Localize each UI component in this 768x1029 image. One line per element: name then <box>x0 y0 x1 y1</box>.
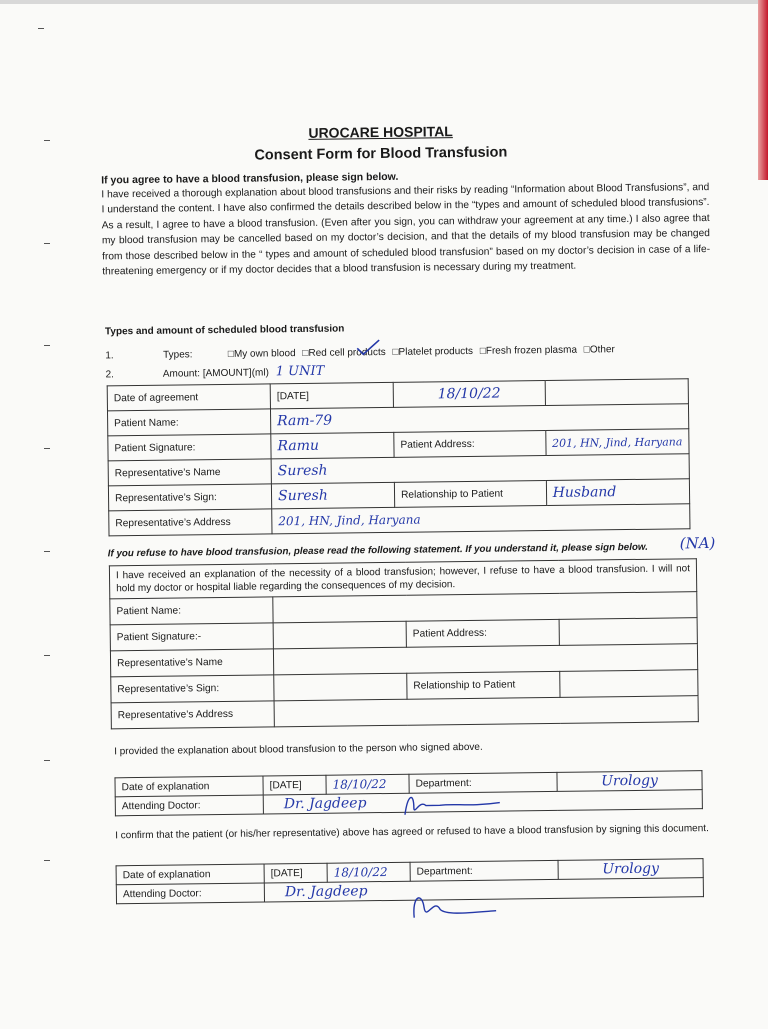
explain-dept-value[interactable]: Urology <box>557 771 702 792</box>
checkmark-icon <box>354 338 382 358</box>
item-number: 2. <box>105 369 114 381</box>
refusal-table <box>109 558 699 729</box>
confirm-date-label: Date of explanation <box>116 864 264 885</box>
amount-row <box>105 364 324 382</box>
explain-doctor-value[interactable]: Dr. Jagdeep <box>263 790 702 814</box>
types-options <box>228 344 619 360</box>
rep-address-value[interactable]: 201, HN, Jind, Haryana <box>272 504 690 534</box>
refuse-patient-signature-value[interactable] <box>273 621 406 649</box>
refuse-heading: If you refuse to have blood transfusion, please read the following statement. If you understand it, please sign below. <box>107 541 648 560</box>
explain-doctor-label: Attending Doctor: <box>115 795 263 816</box>
type-option-other[interactable]: □Other <box>583 344 615 356</box>
item-number: 1. <box>105 350 114 362</box>
agreement-table <box>107 378 691 536</box>
type-option-platelet[interactable]: □Platelet products <box>392 345 474 358</box>
explain-dept-label: Department: <box>409 772 557 793</box>
confirm-dept-label: Department: <box>410 860 558 881</box>
doctor-signature-icon <box>406 887 506 928</box>
patient-signature-label: Patient Signature: <box>108 434 271 461</box>
rep-name-label: Representative’s Name <box>108 459 271 486</box>
agree-paragraph: I have received a thorough explanation about blood transfusions and their risks by reading “Information about Blood Transfusions”, and I understand the content. I have also confirmed the details described below in the “types and amount of scheduled blood transfusions”. As a result, I agree to have a blood transfusion. (Even after you sign, you can withdraw your agreement at any time.) I also agree that my blood transfusion may be cancelled based on my doctor’s decision, and that the details of my blood transfusion may be changed from those described below in the “ types and amount of scheduled blood transfusion” based on my doctor’s decision in case of a life-threatening emergency or if my doctor decides that a blood transfusion is necessary during my treatment. <box>101 182 711 278</box>
rep-sign-label: Representative’s Sign: <box>108 484 271 511</box>
refuse-rep-name-label: Representative’s Name <box>110 649 273 677</box>
type-option-plasma[interactable]: □Fresh frozen plasma <box>479 344 578 357</box>
amount-label: Amount: [AMOUNT](ml) <box>162 367 269 380</box>
date-placeholder: [DATE] <box>270 382 393 409</box>
confirm-date-value[interactable]: 18/10/22 <box>327 862 410 882</box>
refuse-statement: I have received an explanation of the necessity of a blood transfusion; however, I refuse to have a blood transfusion. I will not hold my doctor or hospital liable regarding the consequences of my decision. <box>109 559 696 599</box>
patient-signature-value[interactable]: Ramu <box>271 432 394 459</box>
refuse-rep-address-value[interactable] <box>274 696 698 727</box>
refuse-patient-name-label: Patient Name: <box>110 597 273 625</box>
confirm-doctor-value[interactable]: Dr. Jagdeep <box>264 878 703 902</box>
type-option-red-cell[interactable]: □Red cell products <box>302 346 386 359</box>
amount-value[interactable]: 1 UNIT <box>275 363 325 380</box>
patient-address-label: Patient Address: <box>394 431 546 458</box>
date-agreement-value[interactable]: 18/10/22 <box>393 381 545 408</box>
patient-address-value[interactable]: 201, HN, Jind, Haryana <box>545 429 689 456</box>
refuse-rep-address-label: Representative’s Address <box>111 701 274 729</box>
date-agreement-label: Date of agreement <box>107 384 270 411</box>
refuse-relationship-value[interactable] <box>560 670 698 698</box>
agree-heading: If you agree to have a blood transfusion, please sign below. <box>101 170 399 187</box>
rep-name-value[interactable]: Suresh <box>271 454 689 484</box>
explain-date-label: Date of explanation <box>115 776 263 797</box>
refuse-relationship-label: Relationship to Patient <box>407 671 560 699</box>
rep-sign-value[interactable]: Suresh <box>271 482 394 509</box>
empty-cell <box>545 379 689 406</box>
confirmation-statement: I confirm that the patient (or his/her representative) above has agreed or refused to have a blood transfusion by signing this document. <box>115 823 709 842</box>
confirm-date-placeholder: [DATE] <box>264 863 327 883</box>
explanation-statement: I provided the explanation about blood transfusion to the person who signed above. <box>114 741 483 758</box>
patient-name-value[interactable]: Ram-79 <box>270 404 688 434</box>
refuse-rep-sign-label: Representative’s Sign: <box>111 675 274 703</box>
types-heading: Types and amount of scheduled blood transfusion <box>104 323 345 338</box>
explain-date-placeholder: [DATE] <box>263 775 326 795</box>
explain-date-value[interactable]: 18/10/22 <box>326 774 409 794</box>
form-title: Consent Form for Blood Transfusion <box>254 144 508 164</box>
confirm-doctor-label: Attending Doctor: <box>116 883 264 904</box>
patient-name-label: Patient Name: <box>107 409 270 436</box>
types-label: Types: <box>163 349 193 361</box>
hospital-name: UROCARE HOSPITAL <box>308 123 453 141</box>
relationship-value[interactable]: Husband <box>546 479 690 506</box>
refuse-rep-sign-value[interactable] <box>274 673 407 701</box>
type-option-own-blood[interactable]: □My own blood <box>227 348 296 360</box>
refuse-patient-address-label: Patient Address: <box>406 619 559 647</box>
confirm-dept-value[interactable]: Urology <box>558 859 703 880</box>
refuse-na-note: (NA) <box>679 533 716 553</box>
doctor-signature-icon <box>400 788 510 819</box>
refuse-patient-signature-label: Patient Signature:- <box>110 623 273 651</box>
rep-address-label: Representative’s Address <box>109 509 272 536</box>
relationship-label: Relationship to Patient <box>394 481 546 508</box>
refuse-patient-address-value[interactable] <box>559 618 697 646</box>
